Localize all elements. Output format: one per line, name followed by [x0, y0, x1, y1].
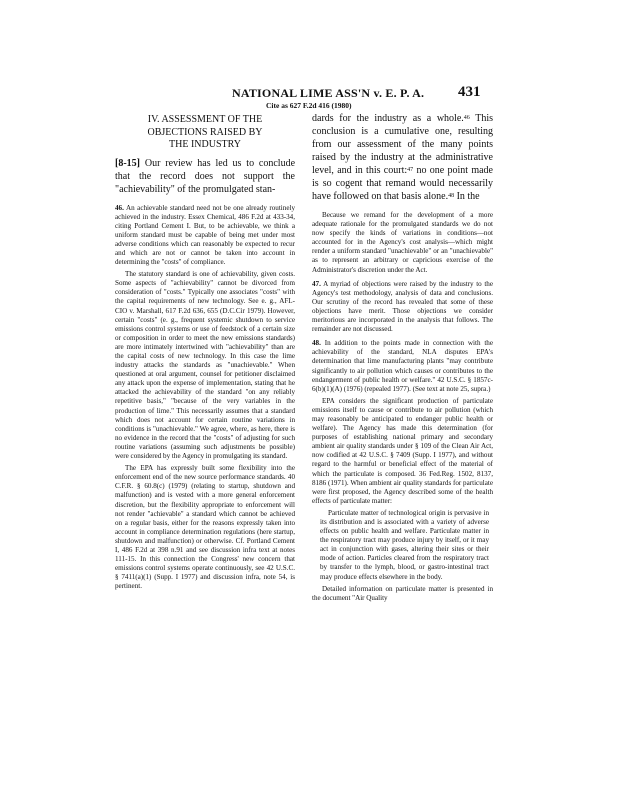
footnote-47	[312, 280, 493, 335]
body-paragraph	[115, 157, 295, 196]
body-text: Our review has led us to conclude that the record does not support the "achievability" of the promulgated stan-	[115, 157, 296, 195]
footnote-48-paragraph-2: EPA considers the significant production of particulate emissions itself to cause or contribute to air pollution (which may reasonably be anticipated to endanger public health or welfare). The Agency has made this determination (for purposes of establishing national primary and secondary ambient air quality standards under § 109 of the Clean Air Act, now codified at 42 U.S.C. § 7409 (Supp. I 1977), and without regard to the harmful or beneficial effect of the material of which the particulate is composed. 36 Fed.Reg. 1502, 8137, 8186 (1971). When ambient air quality standards for particulate were first proposed, the Agency described some of the health effects of particulate matter:	[312, 396, 493, 505]
footnote-46-paragraph-3: The EPA has expressly built some flexibility into the enforcement end of the new source performance standards. 40 C.F.R. § 60.8(c) (1979) (relating to startup, shutdown and malfunction) and is vested with a more general enforcement discretion, but the flexibility appropriate to enforcement will not render "achievable" a standard which cannot be achieved on a regular basis, either for the reasons expressly taken into account in compliance determination regulations (here startup, shutdown and malfunction) or otherwise. Cf. Portland Cement I, 486 F.2d at 398 n.91 and see discussion infra text at notes 111-15. In this connection the Congress' new concern that emissions control systems operate continuously, see 42 U.S.C. § 7411(a)(1) (Supp. I 1977) and discussion infra, note 54, is pertinent.	[115, 464, 295, 591]
right-column	[312, 112, 493, 603]
footnote-47-label: 47.	[312, 279, 321, 288]
body-text: dards for the industry as a whole.$^{46}$ This conclusion is a cumulative one, resulting from our assessment of the many points raised by the industry at the administrative level, and in this court:$^{47}$ no one point made is so cogent that remand would necessarily have followed on that basis alone.$^{48}$ In the	[312, 113, 493, 202]
footnote-48-paragraph-3: Detailed information on particulate matter is presented in the document "Air Quality	[312, 584, 493, 602]
footnote-ref: 47	[407, 167, 414, 173]
section-heading-line-1: IV. ASSESSMENT OF THE	[147, 114, 263, 125]
section-heading-line-3: THE INDUSTRY	[169, 139, 241, 150]
page-number: 431	[458, 84, 481, 100]
footnote-48	[312, 339, 493, 394]
footnote-48-label: 48.	[312, 339, 321, 348]
left-column	[115, 114, 295, 591]
citation: Cite as 627 F.2d 416 (1980)	[266, 101, 352, 110]
footnote-47-text: A myriad of objections were raised by the industry to the Agency's test methodology, analysis of data and conclusions. Our scrutiny of the record has revealed that some of these objections have merit. Those objections we consider meritorious are incorporated in the analysis that follows. The remainder are not discussed.	[312, 279, 493, 334]
footnote-46	[115, 204, 295, 268]
spacer	[115, 196, 295, 204]
footnote-ref: 46	[463, 115, 470, 121]
footnote-46-text: An achievable standard need not be one already routinely achieved in the industry. Essex Chemical, 486 F.2d at 433-34, citing Portland Cement I. But, to be achievable, we think a uniform standard must be capable of being met under most adverse conditions which can reasonably be expected to recur and which are not or cannot be taken into account in determining the "costs" of compliance.	[115, 203, 295, 267]
footnote-48-quotation: Particulate matter of technological origin is pervasive in its distribution and is associated with a variety of adverse effects on public health and welfare. Particulate matter in the respiratory tract may produce injury by itself, or it may act in conjunction with gases, altering their sites or their mode of action. Particles cleared from the respiratory tract by transfer to the lymph, blood, or gastro-intestinal tract may produce effects elsewhere in the body.	[320, 508, 489, 581]
spacer	[312, 203, 493, 211]
footnote-48-text: In addition to the points made in connection with the achievability of the standard, NLA disputes EPA's determination that lime manufacturing plants "may contribute significantly to air pollution which causes or contributes to the endangerment of public health or welfare." 42 U.S.C. § 1857c-6(b)(1)(A) (1976) (repealed 1977). (See text at note 25, supra.)	[312, 339, 493, 393]
section-heading-line-2: OBJECTIONS RAISED BY	[147, 126, 263, 138]
footnote-46-label: 46.	[115, 203, 124, 212]
footnote-46-continued: Because we remand for the development of a more adequate rationale for the promulgated standards we do not now specify the kinds of variations in conditions—not accounted for in the Agency's cost analysis—which might render a uniform standard "unachievable" or an "unachievable" as to represent an arbitrary or capricious exercise of the Administrator's discretion under the Act.	[312, 211, 493, 274]
footnote-ref: 48	[448, 193, 455, 199]
body-continuation	[312, 112, 493, 203]
headnote: [8-15]	[115, 157, 140, 169]
case-title: NATIONAL LIME ASS'N v. E. P. A.	[232, 86, 425, 100]
footnote-46-paragraph-2: The statutory standard is one of achievability, given costs. Some aspects of "achievability" cannot be divorced from consideration of "costs." Typically one associates "costs" with the capital requirements of new technology. See e. g., AFL-CIO v. Marshall, 617 F.2d 636, 655 (D.C.Cir 1979). However, certain "costs" (e. g., frequent systemic shutdown to service emissions control systems or use of feedstock of a certain size or composition in order to meet the new emissions standards) are more intimately intertwined with "achievability" than are the capital costs of new technology. In this case the lime industry attacks the standards as "unachievable." When questioned at oral argument, counsel for petitioner disclaimed any attack upon the expense of implementation, stating that he attacked the achievability of the standard "on any reliably repetitive basis," "because of the very variables in the production of lime." This necessarily assumes that a standard which does not account for certain routine variations in conditions is "unachievable." We agree, where, as here, there is no evidence in the record that the "costs" of adjusting for such routine variations (assuming such adjustments be possible) were considered by the Agency in promulgating its standard.	[115, 270, 295, 461]
